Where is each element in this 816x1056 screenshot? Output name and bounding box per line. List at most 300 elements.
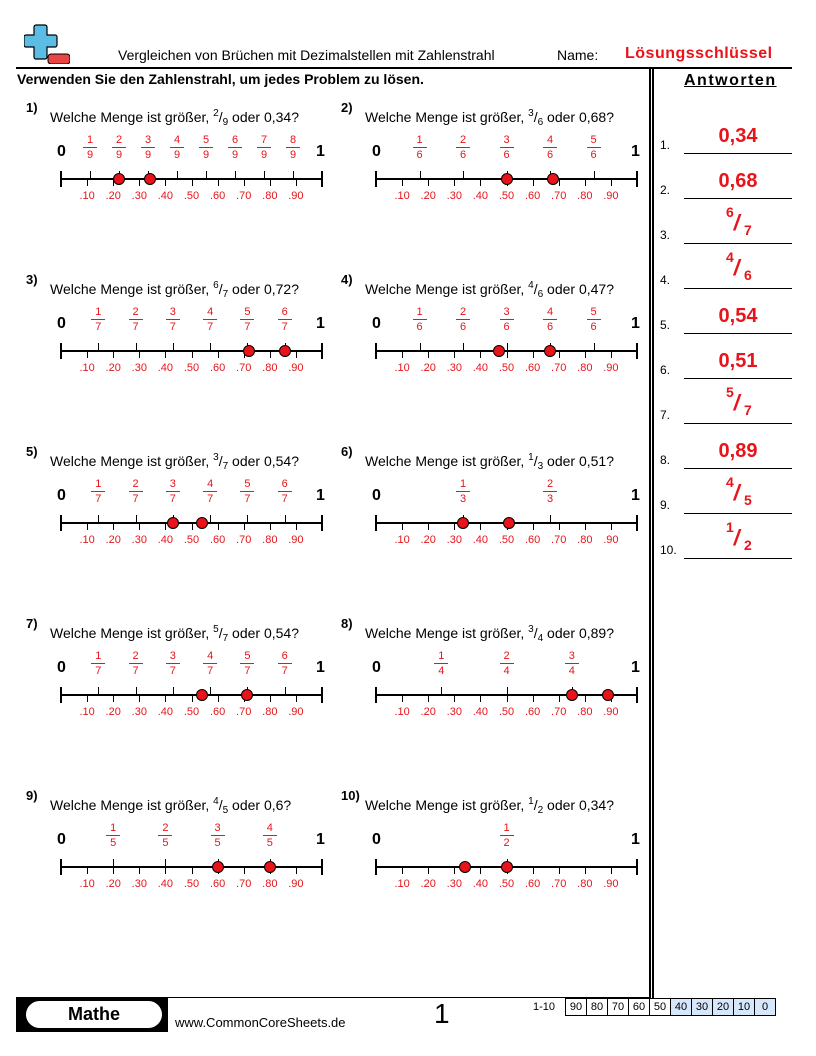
decimal-tick (113, 867, 114, 874)
problem-number: 3) (26, 272, 38, 287)
decimal-label: .60 (209, 878, 226, 890)
column-divider (649, 68, 654, 998)
answer-number: 8. (660, 453, 671, 467)
decimal-tick (454, 179, 455, 186)
decimal-tick (244, 523, 245, 530)
number-line-one: 1 (316, 659, 325, 676)
decimal-tick (165, 351, 166, 358)
fraction-tick (173, 343, 174, 351)
decimal-tick (533, 867, 534, 874)
worksheet-title: Vergleichen von Brüchen mit Dezimalstellen mit Zahlenstrahl (118, 47, 495, 63)
decimal-label: .90 (603, 362, 619, 374)
fraction-label: 4 9 (167, 134, 187, 161)
answer-fraction (684, 247, 792, 287)
value-marker-dot (279, 345, 291, 357)
decimal-tick (559, 867, 560, 874)
number-line-zero: 0 (57, 315, 66, 332)
question-text: Welche Menge ist größer, $^5/_7$ oder 0,54? (50, 624, 300, 644)
decimal-label: .70 (551, 706, 567, 718)
decimal-label: .50 (183, 362, 200, 374)
decimal-label: .80 (577, 362, 593, 374)
decimal-tick (533, 523, 534, 530)
decimal-tick (454, 695, 455, 702)
decimal-tick (402, 867, 403, 874)
fraction-label: 4 7 (200, 306, 220, 333)
answer-numerator: 4 (726, 474, 734, 490)
fraction-label: 5 7 (237, 306, 257, 333)
fraction-label: 2 3 (540, 478, 560, 505)
decimal-label: .40 (157, 362, 174, 374)
decimal-tick (480, 523, 481, 530)
answer-denominator: 7 (744, 222, 752, 238)
answer-numerator: 1 (726, 519, 734, 535)
question-text: Welche Menge ist größer, $^4/_5$ oder 0,6? (50, 796, 292, 816)
decimal-label: .90 (288, 190, 304, 202)
decimal-label: .80 (262, 878, 278, 890)
fraction-tick (285, 515, 286, 523)
number-line-zero: 0 (57, 831, 66, 848)
question-text: Welche Menge ist größer, $^2/_9$ oder 0,34? (50, 108, 300, 128)
problem-number: 1) (26, 100, 38, 115)
decimal-label: .20 (105, 706, 121, 718)
number-line-start-tick (375, 515, 377, 531)
value-marker-dot (167, 517, 179, 529)
number-line-zero: 0 (57, 487, 66, 504)
score-cell: 50 (650, 998, 671, 1016)
answer-key-label: Lösungsschlüssel (625, 45, 773, 62)
value-marker-dot (501, 861, 513, 873)
fraction-slash: / (731, 255, 743, 280)
fraction-tick (594, 343, 595, 351)
decimal-label: .20 (105, 190, 121, 202)
number-line-end-tick (636, 687, 638, 703)
decimal-tick (87, 867, 88, 874)
decimal-label: .30 (131, 190, 147, 202)
decimal-label: .40 (472, 534, 489, 546)
decimal-label: .10 (79, 706, 95, 718)
decimal-tick (296, 867, 297, 874)
decimal-tick (296, 351, 297, 358)
fraction-tick (264, 171, 265, 179)
page-number: 1 (434, 998, 450, 1029)
answer-denominator: 5 (744, 492, 752, 508)
value-marker-dot (196, 689, 208, 701)
fraction-label: 1 9 (80, 134, 100, 161)
decimal-label: .50 (498, 190, 515, 202)
decimal-label: .70 (236, 362, 252, 374)
decimal-label: .40 (157, 190, 174, 202)
decimal-label: .90 (603, 706, 619, 718)
fraction-tick (463, 171, 464, 179)
question-text: Welche Menge ist größer, $^3/_4$ oder 0,89? (365, 624, 615, 644)
score-table (533, 998, 776, 1016)
answer-number: 3. (660, 228, 671, 242)
decimal-tick (428, 523, 429, 530)
decimal-label: .40 (157, 878, 174, 890)
decimal-label: .60 (524, 362, 541, 374)
decimal-tick (192, 695, 193, 702)
fraction-tick (507, 687, 508, 695)
number-line-zero: 0 (57, 659, 66, 676)
decimal-tick (139, 179, 140, 186)
decimal-label: .90 (288, 878, 304, 890)
fraction-label: 3 9 (138, 134, 158, 161)
decimal-tick (480, 179, 481, 186)
problem-number: 6) (341, 444, 353, 459)
instructions: Verwenden Sie den Zahlenstrahl, um jedes Problem zu lösen. (17, 71, 424, 87)
decimal-tick (585, 351, 586, 358)
question-text: Welche Menge ist größer, $^1/_2$ oder 0,34? (365, 796, 615, 816)
decimal-tick (113, 523, 114, 530)
number-line-start-tick (375, 859, 377, 875)
answer-row (660, 112, 792, 152)
decimal-label: .70 (236, 190, 252, 202)
fraction-slash: / (731, 480, 743, 505)
decimal-label: .60 (209, 534, 226, 546)
score-cell: 20 (713, 998, 734, 1016)
answer-blank[interactable] (684, 198, 792, 199)
decimal-label: .50 (183, 190, 200, 202)
decimal-label: .40 (472, 706, 489, 718)
fraction-label: 1 5 (103, 822, 123, 849)
decimal-label: .40 (472, 190, 489, 202)
score-cell: 70 (608, 998, 629, 1016)
decimal-tick (428, 695, 429, 702)
answer-number: 9. (660, 498, 671, 512)
decimal-label: .20 (105, 878, 121, 890)
fraction-slash: / (731, 525, 743, 550)
decimal-label: .30 (131, 534, 147, 546)
decimal-label: .20 (420, 706, 436, 718)
number-line-one: 1 (316, 315, 325, 332)
fraction-tick (113, 859, 114, 867)
decimal-tick (533, 351, 534, 358)
fraction-tick (594, 171, 595, 179)
decimal-tick (218, 179, 219, 186)
value-marker-dot (243, 345, 255, 357)
number-line-zero: 0 (372, 659, 381, 676)
fraction-label: 2 9 (109, 134, 129, 161)
site-url: www.CommonCoreSheets.de (175, 1015, 346, 1030)
decimal-tick (87, 695, 88, 702)
decimal-label: .70 (551, 190, 567, 202)
decimal-label: .80 (262, 190, 278, 202)
number-line-one: 1 (631, 487, 640, 504)
score-cell: 90 (565, 998, 587, 1016)
fraction-tick (285, 687, 286, 695)
answer-row (660, 517, 792, 557)
header-divider (16, 67, 792, 69)
decimal-tick (428, 867, 429, 874)
fraction-label: 4 7 (200, 478, 220, 505)
answer-fraction (684, 202, 792, 242)
decimal-tick (270, 351, 271, 358)
decimal-tick (296, 695, 297, 702)
decimal-label: .30 (446, 362, 462, 374)
value-marker-dot (241, 689, 253, 701)
question-text: Welche Menge ist größer, $^6/_7$ oder 0,72? (50, 280, 300, 300)
decimal-label: .80 (577, 534, 593, 546)
decimal-label: .30 (446, 878, 462, 890)
decimal-label: .50 (498, 362, 515, 374)
problem-number: 8) (341, 616, 353, 631)
decimal-label: .50 (183, 706, 200, 718)
answer-fraction (684, 382, 792, 422)
fraction-label: 4 7 (200, 650, 220, 677)
fraction-tick (247, 515, 248, 523)
decimal-tick (611, 523, 612, 530)
number-line-start-tick (60, 515, 62, 531)
decimal-tick (533, 695, 534, 702)
decimal-tick (87, 179, 88, 186)
number-line-end-tick (636, 171, 638, 187)
decimal-tick (139, 695, 140, 702)
decimal-label: .60 (524, 706, 541, 718)
fraction-tick (136, 687, 137, 695)
value-marker-dot (602, 689, 614, 701)
decimal-label: .20 (420, 362, 436, 374)
problem-number: 10) (341, 788, 360, 803)
problem (26, 788, 326, 898)
answer-blank[interactable] (684, 288, 792, 289)
decimal-tick (480, 867, 481, 874)
decimal-tick (480, 351, 481, 358)
answer-blank[interactable] (684, 378, 792, 379)
fraction-label: 4 6 (540, 134, 560, 161)
number-line-one: 1 (631, 831, 640, 848)
score-cell: 30 (692, 998, 713, 1016)
decimal-tick (454, 351, 455, 358)
fraction-label: 4 6 (540, 306, 560, 333)
number-line-one: 1 (316, 831, 325, 848)
answer-blank[interactable] (684, 558, 792, 559)
answer-row (660, 202, 792, 242)
decimal-tick (585, 867, 586, 874)
decimal-label: .30 (446, 534, 462, 546)
answer-row (660, 472, 792, 512)
fraction-label: 7 9 (254, 134, 274, 161)
answers-heading: Antworten (684, 72, 777, 89)
fraction-label: 3 6 (497, 134, 517, 161)
number-line-one: 1 (631, 143, 640, 160)
answer-blank[interactable] (684, 513, 792, 514)
problem (26, 444, 326, 554)
fraction-label: 5 9 (196, 134, 216, 161)
decimal-tick (507, 351, 508, 358)
decimal-label: .90 (603, 534, 619, 546)
decimal-tick (585, 695, 586, 702)
score-cell: 0 (755, 998, 776, 1016)
decimal-label: .70 (551, 878, 567, 890)
score-range-label: 1-10 (533, 1001, 556, 1013)
decimal-label: .50 (183, 878, 200, 890)
problem-number: 5) (26, 444, 38, 459)
problem-number: 7) (26, 616, 38, 631)
decimal-tick (192, 351, 193, 358)
value-marker-dot (459, 861, 471, 873)
number-line-one: 1 (316, 143, 325, 160)
decimal-label: .30 (446, 706, 462, 718)
score-cell: 10 (734, 998, 755, 1016)
fraction-tick (293, 171, 294, 179)
decimal-label: .20 (420, 534, 436, 546)
fraction-label: 5 7 (237, 478, 257, 505)
decimal-label: .80 (577, 190, 593, 202)
question-text: Welche Menge ist größer, $^1/_3$ oder 0,51? (365, 452, 615, 472)
decimal-tick (428, 351, 429, 358)
fraction-label: 2 7 (126, 478, 146, 505)
fraction-tick (420, 171, 421, 179)
answer-blank[interactable] (684, 243, 792, 244)
decimal-tick (480, 695, 481, 702)
fraction-tick (210, 687, 211, 695)
answer-numerator: 4 (726, 249, 734, 265)
fraction-label: 8 9 (283, 134, 303, 161)
decimal-tick (165, 695, 166, 702)
decimal-tick (270, 179, 271, 186)
answer-blank[interactable] (684, 333, 792, 334)
fraction-tick (98, 515, 99, 523)
number-line-start-tick (60, 171, 62, 187)
answer-numerator: 6 (726, 204, 734, 220)
answer-value: 0,34 (718, 125, 758, 147)
number-line-zero: 0 (372, 315, 381, 332)
answer-number: 7. (660, 408, 671, 422)
answer-blank[interactable] (684, 153, 792, 154)
fraction-tick (210, 343, 211, 351)
number-line-end-tick (321, 515, 323, 531)
fraction-tick (98, 343, 99, 351)
decimal-label: .10 (394, 878, 410, 890)
decimal-label: .60 (209, 362, 226, 374)
score-cell: 60 (629, 998, 650, 1016)
decimal-tick (533, 179, 534, 186)
answer-blank[interactable] (684, 468, 792, 469)
answer-row (660, 157, 792, 197)
decimal-tick (139, 523, 140, 530)
answer-denominator: 7 (744, 402, 752, 418)
fraction-label: 1 7 (88, 650, 108, 677)
decimal-tick (192, 867, 193, 874)
decimal-tick (507, 695, 508, 702)
number-line-zero: 0 (372, 143, 381, 160)
fraction-tick (98, 687, 99, 695)
decimal-tick (454, 867, 455, 874)
score-cell: 80 (587, 998, 608, 1016)
fraction-label: 1 2 (497, 822, 517, 849)
answer-fraction (684, 517, 792, 557)
fraction-label: 1 6 (410, 306, 430, 333)
number-line-end-tick (321, 343, 323, 359)
decimal-tick (270, 695, 271, 702)
decimal-tick (244, 179, 245, 186)
decimal-label: .70 (236, 534, 252, 546)
answer-value: 0,68 (718, 170, 758, 192)
decimal-tick (113, 351, 114, 358)
problem (26, 100, 326, 210)
problem (26, 616, 326, 726)
fraction-tick (441, 687, 442, 695)
decimal-label: .10 (79, 362, 95, 374)
fraction-label: 2 5 (155, 822, 175, 849)
value-marker-dot (144, 173, 156, 185)
fraction-tick (136, 343, 137, 351)
value-marker-dot (493, 345, 505, 357)
value-marker-dot (196, 517, 208, 529)
decimal-label: .80 (262, 706, 278, 718)
decimal-tick (218, 351, 219, 358)
answer-row (660, 427, 792, 467)
number-line-start-tick (375, 343, 377, 359)
decimal-label: .10 (79, 190, 95, 202)
decimal-label: .30 (131, 362, 147, 374)
value-marker-dot (566, 689, 578, 701)
value-marker-dot (501, 173, 513, 185)
fraction-tick (235, 171, 236, 179)
decimal-tick (192, 523, 193, 530)
decimal-tick (87, 351, 88, 358)
decimal-label: .90 (288, 706, 304, 718)
question-text: Welche Menge ist größer, $^3/_7$ oder 0,54? (50, 452, 300, 472)
score-cell: 40 (671, 998, 692, 1016)
fraction-label: 1 3 (453, 478, 473, 505)
fraction-slash: / (731, 390, 743, 415)
subject-badge: Mathe (26, 1001, 162, 1028)
problem-number: 9) (26, 788, 38, 803)
number-line-start-tick (60, 859, 62, 875)
question-text: Welche Menge ist größer, $^3/_6$ oder 0,68? (365, 108, 615, 128)
fraction-tick (507, 343, 508, 351)
fraction-label: 3 4 (562, 650, 582, 677)
decimal-tick (559, 523, 560, 530)
fraction-label: 6 9 (225, 134, 245, 161)
answer-fraction (684, 472, 792, 512)
number-line-end-tick (636, 515, 638, 531)
decimal-label: .40 (472, 878, 489, 890)
number-line-one: 1 (316, 487, 325, 504)
number-line-end-tick (636, 859, 638, 875)
answer-blank[interactable] (684, 423, 792, 424)
number-line-end-tick (321, 171, 323, 187)
number-line-start-tick (375, 687, 377, 703)
fraction-label: 2 6 (453, 134, 473, 161)
decimal-label: .10 (79, 534, 95, 546)
answer-value: 0,54 (718, 305, 758, 327)
value-marker-dot (264, 861, 276, 873)
decimal-tick (192, 179, 193, 186)
decimal-tick (87, 523, 88, 530)
decimal-tick (113, 695, 114, 702)
problem (341, 100, 641, 210)
answer-row (660, 292, 792, 332)
fraction-tick (90, 171, 91, 179)
decimal-label: .20 (105, 534, 121, 546)
fraction-label: 4 5 (260, 822, 280, 849)
fraction-label: 1 7 (88, 478, 108, 505)
decimal-label: .70 (236, 706, 252, 718)
question-text: Welche Menge ist größer, $^4/_6$ oder 0,47? (365, 280, 615, 300)
decimal-tick (244, 867, 245, 874)
decimal-tick (611, 867, 612, 874)
decimal-tick (559, 351, 560, 358)
number-line-start-tick (60, 687, 62, 703)
decimal-label: .20 (105, 362, 121, 374)
decimal-label: .10 (79, 878, 95, 890)
number-line-one: 1 (631, 659, 640, 676)
number-line-zero: 0 (57, 143, 66, 160)
decimal-label: .70 (551, 534, 567, 546)
decimal-label: .80 (262, 362, 278, 374)
